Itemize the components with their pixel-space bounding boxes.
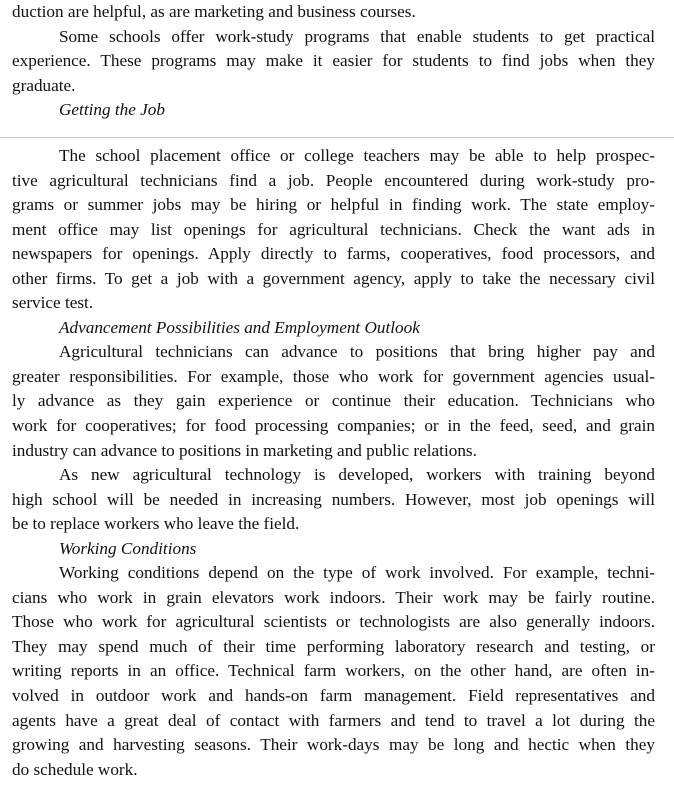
paragraph-line: Those who work for agricultural scientists or technologists are also generally indoors. bbox=[12, 612, 655, 632]
paragraph-line: experience. These programs may make it easier for students to find jobs when they bbox=[12, 51, 655, 71]
paragraph-line: As new agricultural technology is developed, workers with training beyond bbox=[59, 465, 655, 485]
paragraph-line: They may spend much of their time performing laboratory research and testing, or bbox=[12, 636, 655, 656]
paragraph-line: industry can advance to positions in marketing and public relations. bbox=[12, 440, 477, 460]
paragraph-line: writing reports in an office. Technical farm workers, on the other hand, are often in- bbox=[12, 661, 655, 681]
paragraph-line: be to replace workers who leave the field. bbox=[12, 514, 300, 534]
section-heading-working-conditions: Working Conditions bbox=[59, 538, 197, 558]
paragraph-line: agents have a great deal of contact with farmers and tend to travel a lot during the bbox=[12, 710, 655, 730]
paragraph-line: tive agricultural technicians find a job. People encountered during work-study pro- bbox=[12, 170, 655, 190]
paragraph-line: ly advance as they gain experience or continue their education. Technicians who bbox=[12, 391, 655, 411]
paragraph-line: volved in outdoor work and hands-on farm management. Field representatives and bbox=[12, 686, 655, 706]
paragraph-line: do schedule work. bbox=[12, 759, 138, 779]
section-heading-getting-the-job: Getting the Job bbox=[59, 100, 165, 120]
paragraph-line: other firms. To get a job with a government agency, apply to take the necessary civil bbox=[12, 268, 655, 288]
paragraph-line: growing and harvesting seasons. Their work-days may be long and hectic when they bbox=[12, 735, 655, 755]
bottom-text-block bbox=[12, 144, 655, 782]
paragraph-line: Some schools offer work-study programs that enable students to get practical bbox=[59, 26, 655, 46]
paragraph-line: high school will be needed in increasing numbers. However, most job openings will bbox=[12, 489, 655, 509]
paragraph-line: cians who work in grain elevators work indoors. Their work may be fairly routine. bbox=[12, 587, 655, 607]
paragraph-line: Working conditions depend on the type of work involved. For example, techni- bbox=[59, 563, 655, 583]
paragraph-line: ment office may list openings for agricultural technicians. Check the want ads in bbox=[12, 219, 655, 239]
paragraph-line: The school placement office or college teachers may be able to help prospec- bbox=[59, 146, 655, 165]
paragraph-line: service test. bbox=[12, 293, 94, 313]
paragraph-line: duction are helpful, as are marketing and business courses. bbox=[12, 2, 416, 21]
top-text-block bbox=[12, 0, 655, 123]
paragraph-line: work for cooperatives; for food processing companies; or in the feed, seed, and grain bbox=[12, 416, 655, 436]
paragraph-line: graduate. bbox=[12, 75, 76, 95]
paragraph-line: Agricultural technicians can advance to positions that bring higher pay and bbox=[59, 342, 655, 362]
page-divider bbox=[0, 137, 674, 138]
paragraph-line: grams or summer jobs may be hiring or helpful in finding work. The state employ- bbox=[12, 195, 655, 215]
paragraph-line: newspapers for openings. Apply directly to farms, cooperatives, food processors, and bbox=[12, 244, 655, 264]
section-heading-advancement: Advancement Possibilities and Employment Outlook bbox=[59, 317, 420, 337]
paragraph-line: greater responsibilities. For example, those who work for government agencies usual- bbox=[12, 366, 655, 386]
